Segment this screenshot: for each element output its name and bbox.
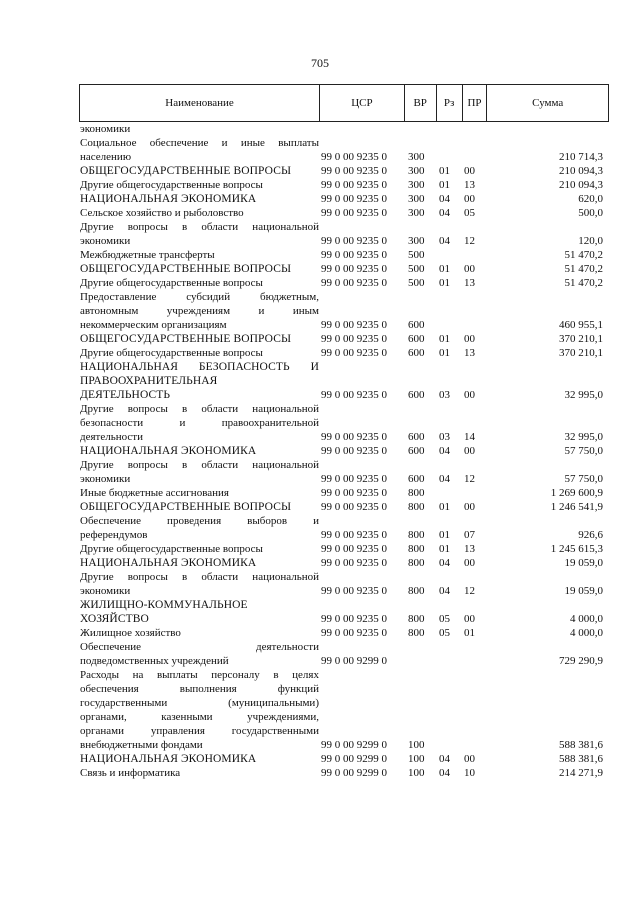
header-sum: Сумма	[486, 85, 608, 121]
row-sum: 51 470,2	[564, 249, 603, 261]
row-pr: 05	[464, 207, 475, 219]
row-rz: 01	[439, 347, 450, 359]
table-row	[79, 360, 609, 402]
row-sum: 210 714,3	[559, 151, 603, 163]
row-rz: 04	[439, 585, 450, 597]
row-name-line: Другие вопросы в области национальной	[80, 403, 319, 415]
row-csr: 99 0 00 9235 0	[321, 151, 387, 163]
row-name-line: органами управления государственными	[80, 725, 319, 737]
table-row	[79, 206, 609, 220]
row-csr: 99 0 00 9235 0	[321, 179, 387, 191]
row-vr: 300	[408, 235, 425, 247]
row-csr: 99 0 00 9235 0	[321, 543, 387, 555]
row-name-line: деятельности	[80, 431, 143, 443]
row-name	[79, 444, 319, 458]
row-rz: 04	[439, 557, 450, 569]
row-name	[79, 332, 319, 346]
row-pr	[462, 486, 487, 500]
row-pr: 00	[464, 193, 475, 205]
row-name	[79, 276, 319, 290]
row-vr: 600	[408, 347, 425, 359]
row-name-line: Межбюджетные трансферты	[80, 249, 215, 261]
row-rz: 01	[439, 263, 450, 275]
row-pr: 00	[464, 263, 475, 275]
row-rz: 04	[439, 445, 450, 457]
row-name	[79, 164, 319, 178]
row-name-line: Предоставление субсидий бюджетным,	[80, 291, 319, 303]
row-name-line: Обеспечение проведения выборов и	[80, 515, 319, 527]
row-rz: 01	[439, 165, 450, 177]
row-vr: 800	[408, 627, 425, 639]
table-row	[79, 164, 609, 178]
table-row	[79, 570, 609, 598]
row-vr: 300	[408, 193, 425, 205]
row-sum: 500,0	[578, 207, 603, 219]
row-name-line: экономики	[80, 235, 131, 247]
row-vr: 800	[408, 585, 425, 597]
row-name	[79, 178, 319, 192]
row-csr: 99 0 00 9235 0	[321, 193, 387, 205]
row-vr: 500	[408, 263, 425, 275]
table-row	[79, 766, 609, 780]
budget-table	[79, 84, 609, 780]
row-pr: 00	[464, 557, 475, 569]
row-name-line: экономики	[80, 473, 131, 485]
row-name	[79, 500, 319, 514]
row-name-line: ХОЗЯЙСТВО	[80, 613, 149, 625]
row-csr	[319, 122, 404, 136]
row-vr: 600	[408, 431, 425, 443]
row-name-line: органами, казенными учреждениями,	[80, 711, 319, 723]
row-rz	[436, 122, 462, 136]
row-name	[79, 248, 319, 262]
row-name-line: Социальное обеспечение и иные выплаты	[80, 137, 319, 149]
row-sum	[487, 122, 609, 136]
row-rz	[436, 640, 462, 668]
row-vr: 100	[408, 753, 425, 765]
row-name-line: автономным учреждениям и иным	[80, 305, 319, 317]
row-name-line: ПРАВООХРАНИТЕЛЬНАЯ	[80, 375, 218, 387]
page-number: 705	[311, 56, 329, 70]
row-name-line: ОБЩЕГОСУДАРСТВЕННЫЕ ВОПРОСЫ	[80, 263, 292, 275]
row-rz: 01	[439, 543, 450, 555]
row-pr	[462, 640, 487, 668]
row-vr: 300	[408, 207, 425, 219]
row-csr: 99 0 00 9235 0	[321, 627, 387, 639]
table-row	[79, 486, 609, 500]
row-vr: 600	[408, 389, 425, 401]
row-rz	[436, 486, 462, 500]
table-row	[79, 122, 609, 136]
row-vr: 800	[408, 529, 425, 541]
row-pr: 13	[464, 347, 475, 359]
row-name-line: населению	[80, 151, 132, 163]
row-name	[79, 752, 319, 766]
row-name	[79, 220, 319, 248]
row-name-line: НАЦИОНАЛЬНАЯ ЭКОНОМИКА	[80, 445, 257, 457]
table-row	[79, 500, 609, 514]
row-rz: 01	[439, 529, 450, 541]
row-rz	[436, 668, 462, 752]
row-sum: 210 094,3	[559, 179, 603, 191]
row-name	[79, 262, 319, 276]
row-name-line: Жилищное хозяйство	[80, 627, 181, 639]
row-sum: 210 094,3	[559, 165, 603, 177]
row-csr: 99 0 00 9299 0	[321, 753, 387, 765]
row-vr: 800	[408, 543, 425, 555]
row-pr: 10	[464, 767, 475, 779]
table-row	[79, 220, 609, 248]
row-sum: 370 210,1	[559, 333, 603, 345]
row-csr: 99 0 00 9235 0	[321, 235, 387, 247]
row-pr: 00	[464, 333, 475, 345]
row-name	[79, 640, 319, 668]
row-name-line: внебюджетными фондами	[80, 739, 203, 751]
table-row	[79, 192, 609, 206]
row-name	[79, 290, 319, 332]
row-pr: 00	[464, 501, 475, 513]
row-name-line: НАЦИОНАЛЬНАЯ ЭКОНОМИКА	[80, 557, 257, 569]
header-csr: ЦСР	[319, 85, 404, 121]
row-pr: 00	[464, 445, 475, 457]
row-sum: 370 210,1	[559, 347, 603, 359]
table-row	[79, 402, 609, 444]
table-row	[79, 136, 609, 164]
table-row	[79, 542, 609, 556]
row-sum: 51 470,2	[564, 263, 603, 275]
row-name	[79, 542, 319, 556]
row-pr	[462, 122, 487, 136]
row-csr: 99 0 00 9235 0	[321, 333, 387, 345]
row-vr: 800	[408, 501, 425, 513]
row-vr	[404, 640, 436, 668]
row-name-line: ЖИЛИЩНО-КОММУНАЛЬНОЕ	[80, 599, 248, 611]
row-name-line: Другие общегосударственные вопросы	[80, 179, 263, 191]
row-name	[79, 122, 319, 136]
row-pr: 12	[464, 235, 475, 247]
table-row	[79, 276, 609, 290]
row-vr: 300	[408, 151, 425, 163]
header-vr: ВР	[404, 85, 436, 121]
row-csr: 99 0 00 9235 0	[321, 389, 387, 401]
table-row	[79, 458, 609, 486]
row-name	[79, 598, 319, 626]
row-pr: 12	[464, 473, 475, 485]
row-vr: 800	[408, 613, 425, 625]
header-name: Наименование	[165, 97, 234, 109]
row-name	[79, 192, 319, 206]
row-csr: 99 0 00 9235 0	[321, 263, 387, 275]
row-csr: 99 0 00 9235 0	[321, 277, 387, 289]
row-csr: 99 0 00 9235 0	[321, 319, 387, 331]
row-name-line: обеспечения выполнения функций	[80, 683, 319, 695]
row-vr: 600	[408, 445, 425, 457]
row-sum: 588 381,6	[559, 739, 603, 751]
row-name-line: Иные бюджетные ассигнования	[80, 487, 229, 499]
row-vr: 100	[408, 767, 425, 779]
row-name-line: Связь и информатика	[80, 767, 181, 779]
table-row	[79, 598, 609, 626]
row-name-line: экономики	[80, 123, 131, 135]
row-name-line: ДЕЯТЕЛЬНОСТЬ	[80, 389, 171, 401]
row-name	[79, 514, 319, 542]
row-name-line: Другие общегосударственные вопросы	[80, 543, 263, 555]
row-sum: 51 470,2	[564, 277, 603, 289]
row-name-line: Сельское хозяйство и рыболовство	[80, 207, 244, 219]
row-name-line: Обеспечение деятельности	[80, 641, 319, 653]
row-csr: 99 0 00 9235 0	[321, 613, 387, 625]
row-rz: 04	[439, 473, 450, 485]
row-pr: 00	[464, 165, 475, 177]
table-row	[79, 626, 609, 640]
row-name-line: некоммерческим организациям	[80, 319, 227, 331]
row-csr: 99 0 00 9235 0	[321, 487, 387, 499]
header-rz: Рз	[436, 85, 462, 121]
row-pr	[462, 248, 487, 262]
row-pr	[462, 668, 487, 752]
row-csr: 99 0 00 9235 0	[321, 207, 387, 219]
row-vr: 500	[408, 277, 425, 289]
table-row	[79, 640, 609, 668]
row-csr: 99 0 00 9299 0	[321, 739, 387, 751]
row-pr: 13	[464, 179, 475, 191]
row-rz: 01	[439, 277, 450, 289]
row-sum: 1 269 600,9	[550, 487, 603, 499]
row-rz: 03	[439, 431, 450, 443]
row-csr: 99 0 00 9299 0	[321, 767, 387, 779]
row-name-line: Другие общегосударственные вопросы	[80, 347, 263, 359]
row-name-line: НАЦИОНАЛЬНАЯ ЭКОНОМИКА	[80, 193, 257, 205]
row-pr: 07	[464, 529, 475, 541]
row-name-line: Расходы на выплаты персоналу в целях	[80, 669, 319, 681]
row-csr: 99 0 00 9235 0	[321, 529, 387, 541]
row-name	[79, 570, 319, 598]
row-sum: 19 059,0	[564, 557, 603, 569]
row-name	[79, 626, 319, 640]
table-row	[79, 444, 609, 458]
row-name-line: Другие общегосударственные вопросы	[80, 277, 263, 289]
row-rz: 04	[439, 193, 450, 205]
table-row	[79, 178, 609, 192]
row-csr: 99 0 00 9235 0	[321, 431, 387, 443]
table-row	[79, 556, 609, 570]
row-sum: 120,0	[578, 235, 603, 247]
row-csr: 99 0 00 9299 0	[321, 655, 387, 667]
row-sum: 32 995,0	[564, 389, 603, 401]
row-sum: 4 000,0	[570, 627, 603, 639]
table-row	[79, 752, 609, 766]
row-name-line: экономики	[80, 585, 131, 597]
row-name	[79, 556, 319, 570]
row-name	[79, 486, 319, 500]
row-pr	[462, 136, 487, 164]
row-sum: 57 750,0	[564, 473, 603, 485]
row-pr: 01	[464, 627, 475, 639]
row-rz	[436, 248, 462, 262]
row-pr: 13	[464, 543, 475, 555]
row-name-line: Другие вопросы в области национальной	[80, 459, 319, 471]
row-sum: 729 290,9	[559, 655, 603, 667]
row-name	[79, 346, 319, 360]
row-sum: 214 271,9	[559, 767, 603, 779]
row-name-line: Другие вопросы в области национальной	[80, 221, 319, 233]
table-row	[79, 668, 609, 752]
row-vr: 800	[408, 487, 425, 499]
row-csr: 99 0 00 9235 0	[321, 473, 387, 485]
table-row	[79, 346, 609, 360]
row-sum: 1 245 615,3	[550, 543, 603, 555]
row-sum: 57 750,0	[564, 445, 603, 457]
row-rz	[436, 290, 462, 332]
row-sum: 588 381,6	[559, 753, 603, 765]
row-name-line: ОБЩЕГОСУДАРСТВЕННЫЕ ВОПРОСЫ	[80, 501, 292, 513]
row-rz: 01	[439, 501, 450, 513]
row-vr: 300	[408, 165, 425, 177]
table-row	[79, 290, 609, 332]
row-vr	[404, 122, 436, 136]
table-body	[79, 122, 609, 780]
row-rz: 01	[439, 333, 450, 345]
row-vr: 300	[408, 179, 425, 191]
row-pr: 13	[464, 277, 475, 289]
row-name	[79, 766, 319, 780]
row-name	[79, 668, 319, 752]
row-pr: 00	[464, 613, 475, 625]
row-name-line: НАЦИОНАЛЬНАЯ БЕЗОПАСНОСТЬ И	[80, 361, 319, 373]
row-rz: 04	[439, 753, 450, 765]
row-sum: 19 059,0	[564, 585, 603, 597]
row-name-line: Другие вопросы в области национальной	[80, 571, 319, 583]
row-rz: 04	[439, 207, 450, 219]
row-vr: 600	[408, 333, 425, 345]
row-sum: 1 246 541,9	[550, 501, 603, 513]
row-name-line: безопасности и правоохранительной	[80, 417, 319, 429]
row-pr: 12	[464, 585, 475, 597]
row-sum: 32 995,0	[564, 431, 603, 443]
row-csr: 99 0 00 9235 0	[321, 165, 387, 177]
table-row	[79, 514, 609, 542]
row-pr	[462, 290, 487, 332]
row-csr: 99 0 00 9235 0	[321, 557, 387, 569]
row-rz: 04	[439, 235, 450, 247]
row-name-line: НАЦИОНАЛЬНАЯ ЭКОНОМИКА	[80, 753, 257, 765]
table-row	[79, 248, 609, 262]
table-row	[79, 332, 609, 346]
row-pr: 00	[464, 389, 475, 401]
row-name	[79, 402, 319, 444]
row-csr: 99 0 00 9235 0	[321, 249, 387, 261]
row-rz: 01	[439, 179, 450, 191]
table-row	[79, 262, 609, 276]
row-sum: 926,6	[578, 529, 603, 541]
row-csr: 99 0 00 9235 0	[321, 445, 387, 457]
row-vr: 600	[408, 319, 425, 331]
row-name-line: ОБЩЕГОСУДАРСТВЕННЫЕ ВОПРОСЫ	[80, 333, 292, 345]
row-sum: 620,0	[578, 193, 603, 205]
row-csr: 99 0 00 9235 0	[321, 347, 387, 359]
row-vr: 600	[408, 473, 425, 485]
row-sum: 460 955,1	[559, 319, 603, 331]
row-name-line: подведомственных учреждений	[80, 655, 229, 667]
row-csr: 99 0 00 9235 0	[321, 501, 387, 513]
row-rz: 05	[439, 613, 450, 625]
row-sum: 4 000,0	[570, 613, 603, 625]
row-name-line: государственными (муниципальными)	[80, 697, 319, 709]
table-header	[79, 84, 609, 122]
header-pr: ПР	[462, 85, 487, 121]
row-pr: 14	[464, 431, 475, 443]
row-csr: 99 0 00 9235 0	[321, 585, 387, 597]
row-vr: 100	[408, 739, 425, 751]
row-rz: 04	[439, 767, 450, 779]
row-name	[79, 136, 319, 164]
row-name-line: ОБЩЕГОСУДАРСТВЕННЫЕ ВОПРОСЫ	[80, 165, 292, 177]
row-pr: 00	[464, 753, 475, 765]
row-rz: 05	[439, 627, 450, 639]
row-name	[79, 458, 319, 486]
row-name-line: референдумов	[80, 529, 148, 541]
row-vr: 500	[408, 249, 425, 261]
row-rz	[436, 136, 462, 164]
row-vr: 800	[408, 557, 425, 569]
row-name	[79, 206, 319, 220]
row-name	[79, 360, 319, 402]
row-rz: 03	[439, 389, 450, 401]
